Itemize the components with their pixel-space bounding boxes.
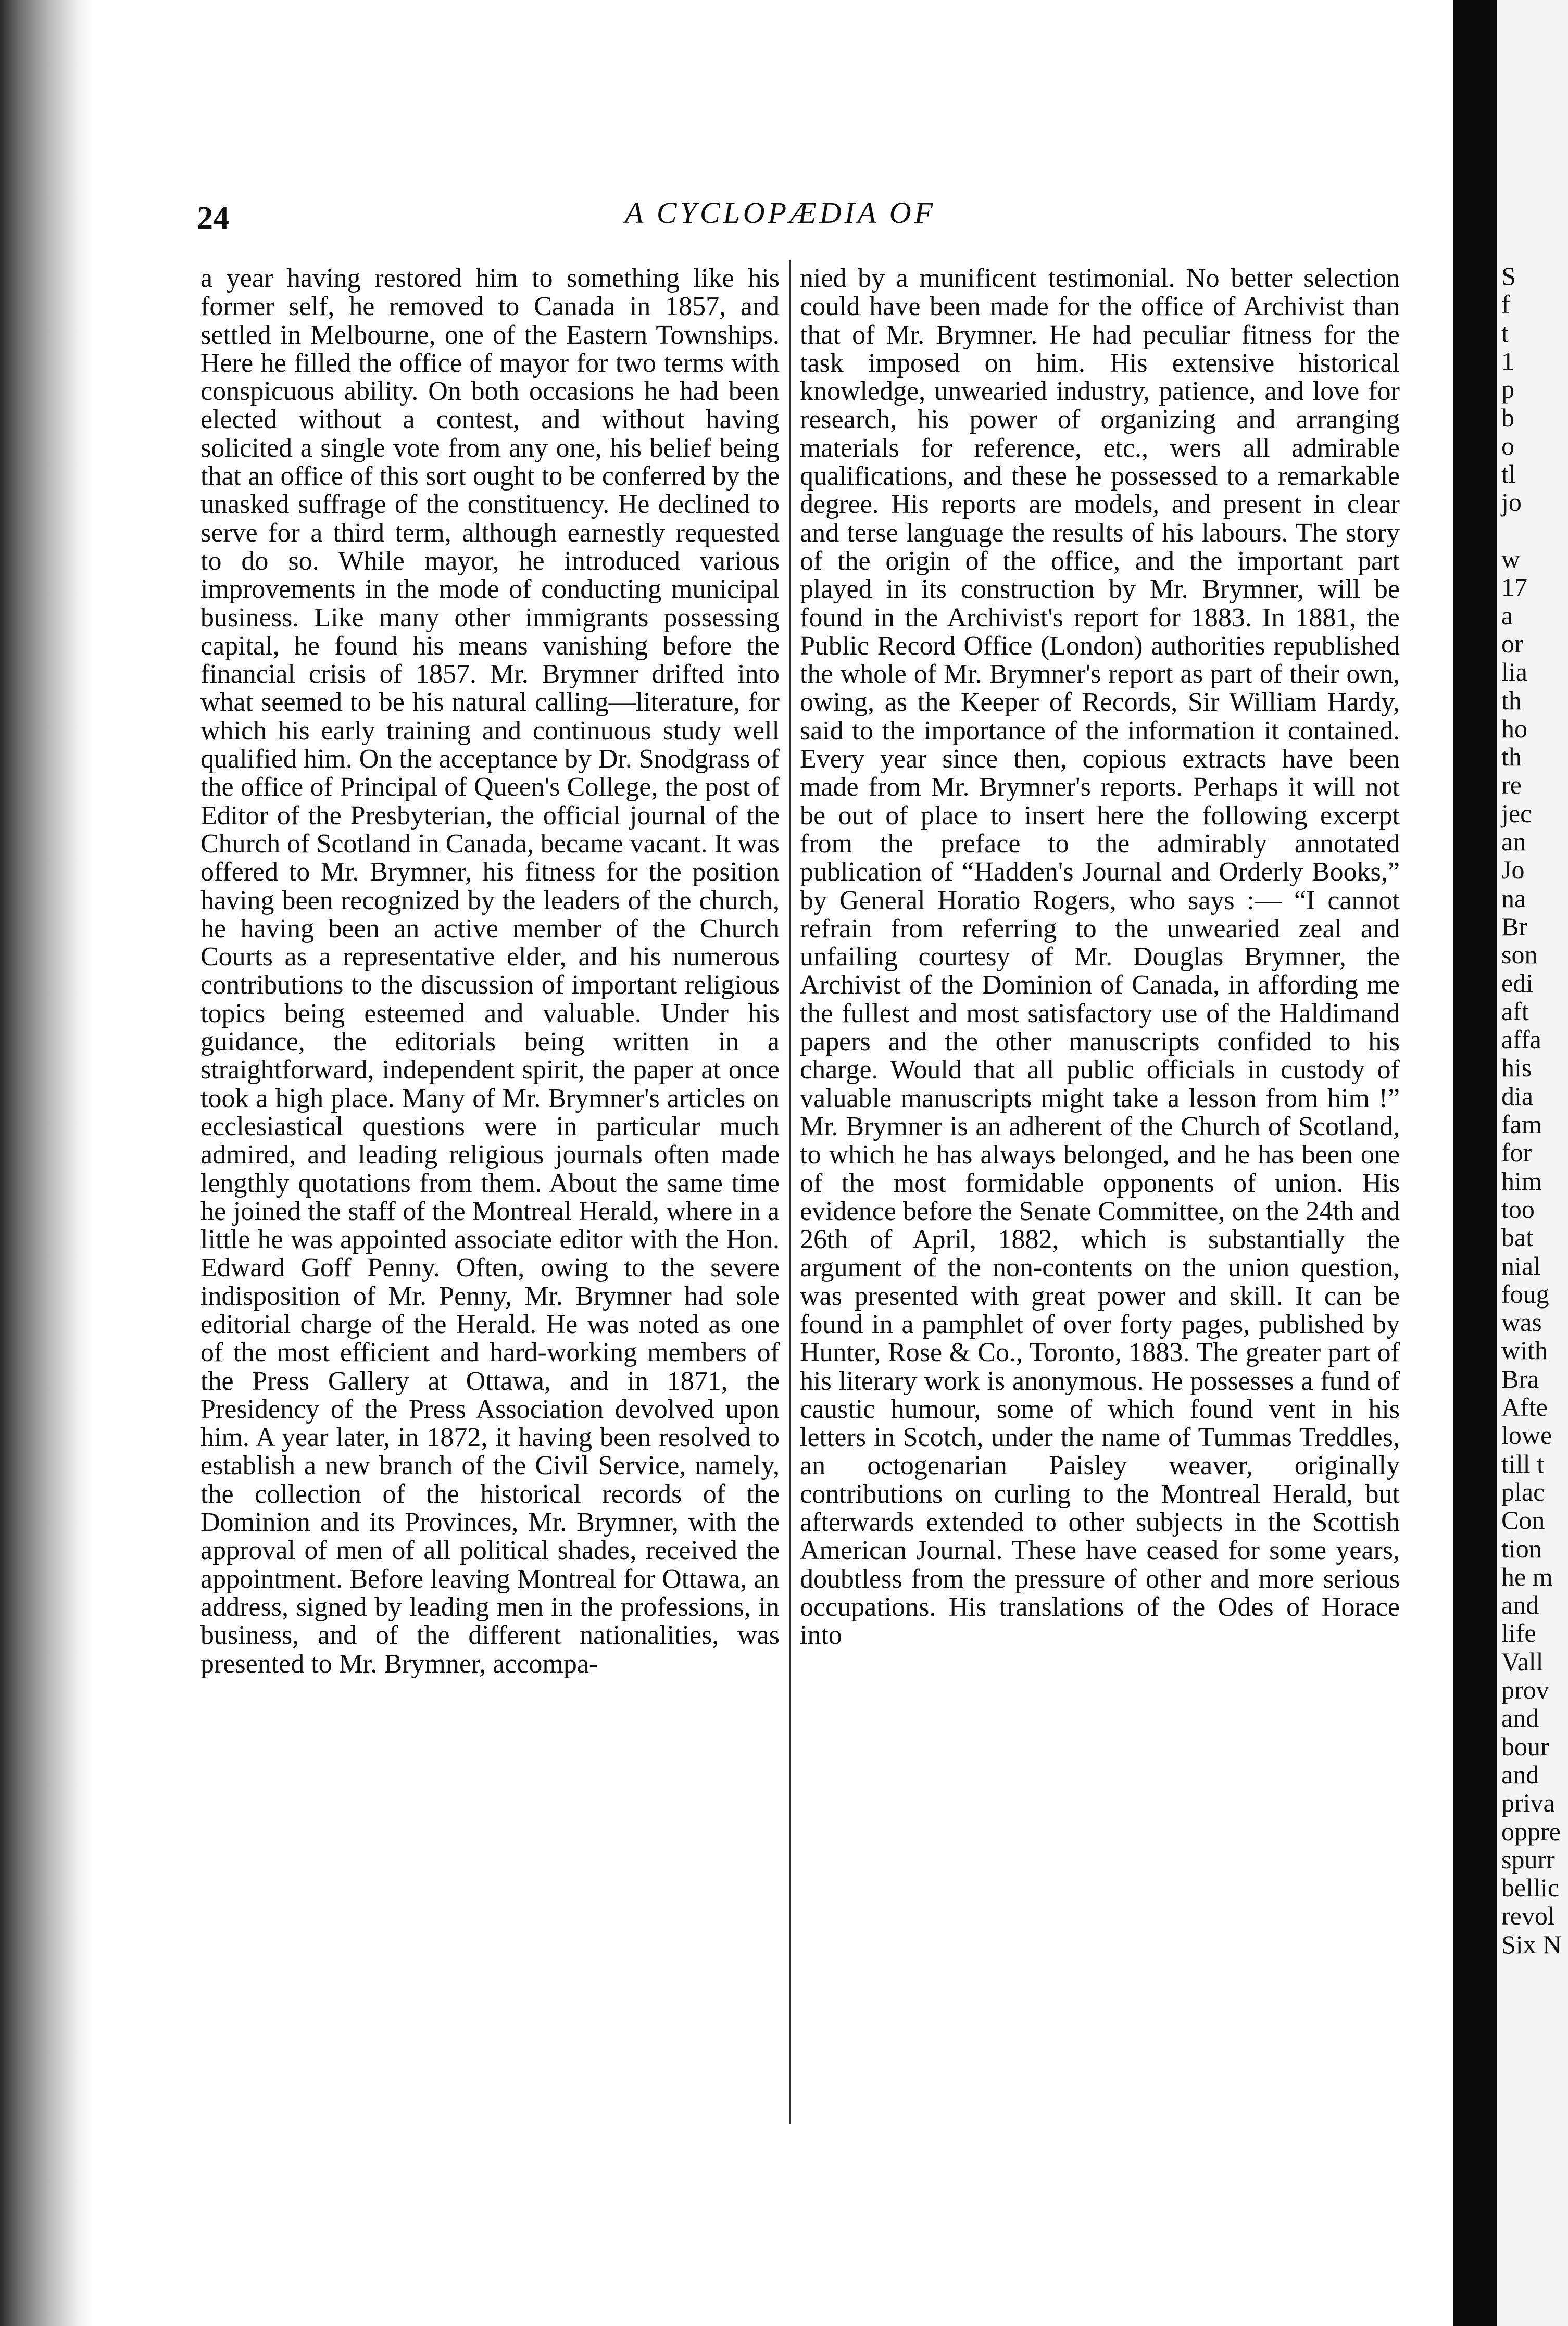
fragment-line: th [1501,742,1522,772]
fragment-line: with [1501,1336,1548,1365]
fragment-line: jo [1501,487,1522,517]
fragment-line: prov [1501,1675,1549,1704]
fragment-line: Con [1501,1505,1545,1535]
page-number: 24 [197,200,229,236]
fragment-line: plac [1501,1477,1545,1506]
fragment-line: Br [1501,911,1527,941]
fragment-line: 17 [1501,572,1527,602]
fragment-line: a [1501,600,1513,630]
fragment-line: bellic [1501,1873,1560,1903]
fragment-line: was [1501,1307,1542,1337]
paragraph: a year having restored him to something like his former self, he removed to Canada in 1857, and settled in Melbourne, one of the Eastern Townships. Here he filled the office of mayor for two terms with conspicuous ability. On both occasions he had been elected without a contest, and without having solicited a single vote from any one, his belief being that an office of this sort ought to be conferred by the unasked suffrage of the constituency. He declined to serve for a third term, although earnestly requested to do so. While mayor, he introduced various improvements in the mode of conducting municipal business. Like many other immigrants possessing capital, he found his means vanishing before the financial crisis of 1857. Mr. Brymner drifted into what seemed to be his natural calling—literature, for which his early training and continuous study well qualified him. On the acceptance by Dr. Snodgrass of the office of Principal of Queen's College, the post of Editor of the Presbyterian, the official journal of the Church of Scotland in Canada, became vacant. It was offered to Mr. Brymner, his fitness for the position having been recognized by the leaders of the church, he having been an active member of the Church Courts as a representative elder, and his numerous contributions to the discussion of important religious topics being esteemed and valuable. Under his guidance, the editorials being written in a straightforward, independent spirit, the paper at once took a high place. Many of Mr. Brymner's articles on ecclesiastical questions were in particular much admired, and leading religious journals often made lengthly quotations from them. About the same time he joined the staff of the Montreal Herald, where in a little he was appointed associate editor with the Hon. Edward Goff Penny. Often, owing to the severe indisposition of Mr. Penny, Mr. Brymner had sole editorial charge of the Herald. He was noted as one of the most efficient and hard-working members of the Press Gallery at Ottawa, and in 1871, the Presidency of the Press Association devolved upon him. A year later, in 1872, it having been resolved to establish a new branch of the Civil Service, namely, the collection of the historical records of the Dominion and its Provinces, Mr. Brymner, with the approval of men of all political shades, received the appointment. Before leaving Montreal for Ottawa, an address, signed by leading men in the professions, in business, and of the different nationalities, was presented to Mr. Brymner, accompa- [200,265,780,1679]
fragment-line: f [1501,290,1510,319]
fragment-line: for [1501,1138,1532,1167]
fragment-line: p [1501,374,1514,404]
fragment-line: w [1501,544,1521,573]
text-column-left [200,265,780,2118]
fragment-line: t [1501,318,1509,347]
fragment-line: oppre [1501,1816,1561,1846]
fragment-line: ho [1501,713,1527,743]
fragment-line: his [1501,1053,1532,1083]
fragment-line: life [1501,1618,1536,1648]
fragment-line: and [1501,1759,1539,1789]
fragment-line: tion [1501,1533,1542,1563]
fragment-line: o [1501,431,1514,460]
fragment-line: till t [1501,1449,1544,1478]
fragment-line: priva [1501,1788,1555,1818]
fragment-line: Afte [1501,1392,1548,1422]
fragment-line: lia [1501,657,1527,687]
fragment-line: dia [1501,1081,1534,1111]
fragment-line: na [1501,883,1526,913]
fragment-line: son [1501,940,1538,970]
fragment-line: tl [1501,459,1516,489]
fragment-line: aft [1501,996,1529,1026]
fragment-line: fam [1501,1110,1542,1139]
page-edge-shadow [1453,0,1497,2326]
fragment-line: and [1501,1590,1539,1620]
paragraph: nied by a munificent testimonial. No better selection could have been made for the office of Archivist than that of Mr. Brymner. He had peculiar fitness for the task imposed on him. His extensive historical knowledge, unwearied industry, patience, and love for research, his power of organizing and arranging materials for reference, etc., wers all admirable qualifications, and these he possessed to a remarkable degree. His reports are models, and present in clear and terse language the results of his labours. The story of the origin of the office, and the important part played in its construction by Mr. Brymner, will be found in the Archivist's report for 1883. In 1881, the Public Record Office (London) authorities republished the whole of Mr. Brymner's report as part of their own, owing, as the Keeper of Records, Sir William Hardy, said to the importance of the information it contained. Every year since then, copious extracts have been made from Mr. Brymner's reports. Perhaps it will not be out of place to insert here the following excerpt from the preface to the admirably annotated publication of “Hadden's Journal and Orderly Books,” by General Horatio Rogers, who says :— “I cannot refrain from referring to the unwearied zeal and unfailing courtesy of Mr. Douglas Brymner, the Archivist of the Dominion of Canada, in affording me the fullest and most satisfactory use of the Haldimand papers and the other manuscripts confided to his charge. Would that all public officials in custody of valuable manuscripts might take a lesson from him !” Mr. Brymner is an adherent of the Church of Scotland, to which he has always belonged, and he has been one of the most formidable opponents of union. His evidence before the Senate Committee, on the 24th and 26th of April, 1882, which is substantially the argument of the non-contents on the union question, was presented with great power and skill. It can be found in a pamphlet of over forty pages, published by Hunter, Rose & Co., Toronto, 1883. The greater part of his literary work is anonymous. He possesses a fund of caustic humour, some of which found vent in his letters in Scotch, under the name of Tummas Treddles, an octogenarian Paisley weaver, originally contributions on curling to the Montreal Herald, but afterwards extended to other subjects in the Scottish American Journal. These have ceased for some years, doubtless from the pressure of other and more serious occupations. His translations of the Odes of Horace into [800,265,1400,1651]
fragment-line: he m [1501,1562,1553,1591]
fragment-line: bat [1501,1223,1534,1252]
running-title: A CYCLOPÆDIA OF [625,196,936,230]
fragment-line: too [1501,1194,1535,1224]
fragment-line: him [1501,1166,1542,1196]
fragment-line: re [1501,770,1522,800]
fragment-line: an [1501,827,1526,856]
text-column-right [800,265,1400,2118]
fragment-line: 1 [1501,346,1514,375]
fragment-line: edi [1501,968,1534,998]
fragment-line: foug [1501,1279,1549,1309]
fragment-line: spurr [1501,1844,1555,1874]
column-divider [789,260,791,2124]
fragment-line: Vall [1501,1646,1544,1676]
fragment-line: or [1501,628,1523,658]
fragment-line: th [1501,685,1522,715]
fragment-line: jec [1501,798,1532,828]
fragment-line: S [1501,261,1516,291]
fragment-line: and [1501,1703,1539,1733]
fragment-line: bour [1501,1731,1549,1761]
fragment-line: lowe [1501,1420,1552,1450]
facing-page-fragment [1497,0,1568,2326]
binding-shadow [0,0,94,2326]
fragment-line: revol [1501,1901,1555,1931]
fragment-line: b [1501,403,1514,432]
fragment-line: affa [1501,1025,1541,1054]
fragment-line: nial [1501,1251,1540,1280]
fragment-line: Jo [1501,855,1525,885]
fragment-line: Bra [1501,1364,1539,1393]
fragment-line: Six N [1501,1929,1562,1959]
